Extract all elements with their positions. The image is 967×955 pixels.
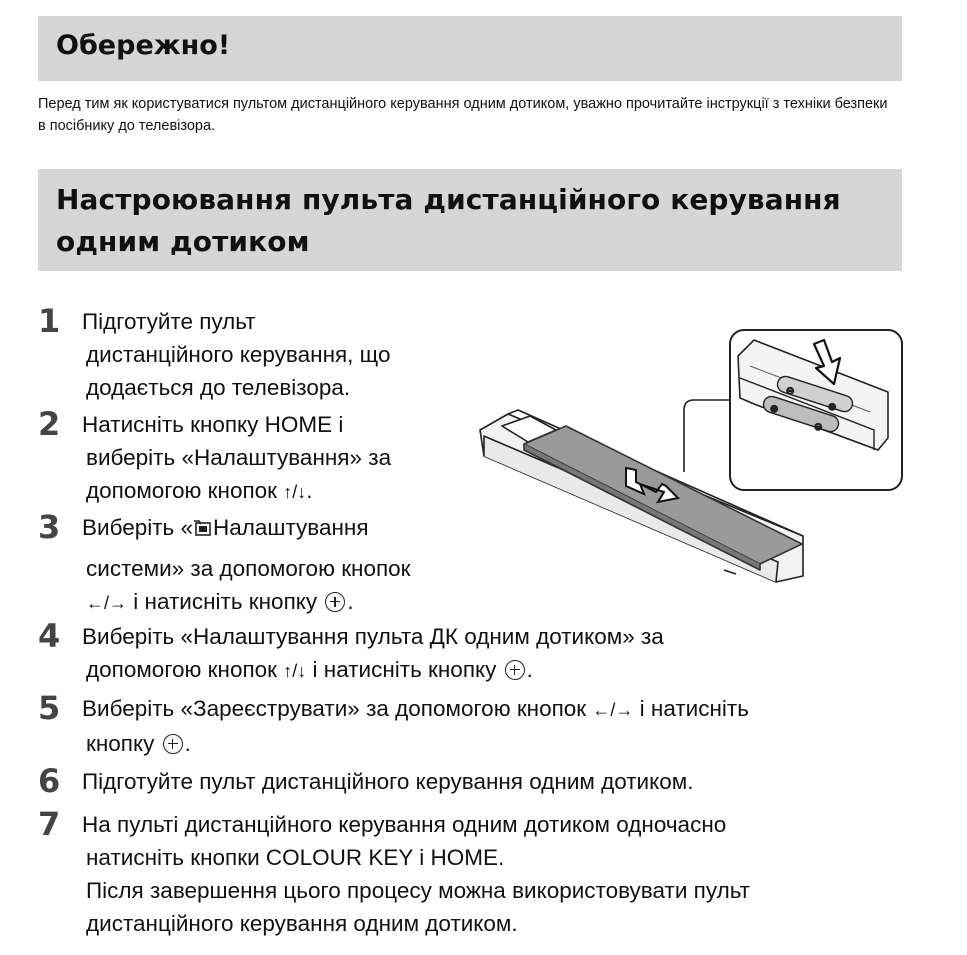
step-5 bbox=[38, 689, 749, 760]
svg-text:⊕: ⊕ bbox=[828, 402, 837, 413]
left-right-arrows-icon: ←/→ bbox=[592, 700, 634, 720]
battery-detail-box bbox=[730, 330, 902, 490]
step-text-part: допомогою кнопок bbox=[86, 478, 284, 503]
setup-banner bbox=[38, 169, 902, 271]
enter-button-icon bbox=[325, 592, 345, 612]
step-number: 3 bbox=[38, 508, 61, 546]
setup-title-line1: Настроювання пульта дистанційного керування bbox=[56, 183, 841, 216]
step-text-part: допомогою кнопок bbox=[86, 657, 284, 682]
step-3 bbox=[38, 508, 411, 620]
step-text: додається до телевізора. bbox=[86, 375, 351, 400]
svg-text:⊖: ⊖ bbox=[814, 422, 823, 433]
step-text-part: Виберіть «Зареєструвати» за допомогою кнопок bbox=[82, 696, 593, 721]
step-number: 5 bbox=[38, 689, 61, 727]
step-text-part: Налаштування bbox=[213, 515, 369, 540]
up-down-arrows-icon: ↑/↓ bbox=[283, 661, 307, 681]
remote-battery-illustration bbox=[478, 326, 906, 584]
warning-text: Перед тим як користуватися пультом дистанційного керування одним дотиком, уважно прочитайте інструкції з техніки безпеки в посібнику до телевізора. bbox=[38, 96, 888, 134]
step-number: 1 bbox=[38, 302, 61, 340]
step-text: дистанційного керування, що bbox=[86, 342, 391, 367]
step-text-part: . bbox=[306, 478, 313, 503]
step-text-part: . bbox=[347, 589, 354, 614]
step-1 bbox=[38, 302, 391, 404]
step-text: натисніть кнопки COLOUR KEY і HOME. bbox=[86, 845, 505, 870]
step-text bbox=[82, 727, 749, 760]
step-text: Підготуйте пульт дистанційного керування одним дотиком. bbox=[82, 769, 694, 794]
step-text bbox=[82, 692, 749, 727]
step-text: дистанційного керування одним дотиком. bbox=[86, 911, 518, 936]
enter-button-icon bbox=[163, 734, 183, 754]
setup-title bbox=[56, 179, 902, 263]
left-right-arrows-icon: ←/→ bbox=[86, 593, 128, 613]
step-7 bbox=[38, 805, 750, 940]
callout-bracket bbox=[684, 400, 730, 472]
step-text-part: і натисніть bbox=[633, 696, 749, 721]
step-number: 6 bbox=[38, 762, 61, 800]
step-text-part: і натисніть кнопку bbox=[127, 589, 324, 614]
step-text: Після завершення цього процесу можна використовувати пульт bbox=[86, 878, 750, 903]
step-text: Підготуйте пульт bbox=[82, 309, 256, 334]
svg-text:⊖: ⊖ bbox=[786, 386, 795, 397]
step-number: 7 bbox=[38, 805, 61, 843]
step-text-part: . bbox=[526, 657, 533, 682]
step-6 bbox=[38, 762, 694, 800]
step-text-part: і натисніть кнопку bbox=[306, 657, 503, 682]
step-text: Виберіть «Налаштування пульта ДК одним дотиком» за bbox=[82, 624, 664, 649]
step-text: На пульті дистанційного керування одним дотиком одночасно bbox=[82, 812, 727, 837]
setup-title-line2: одним дотиком bbox=[56, 225, 310, 258]
step-text: системи» за допомогою кнопок bbox=[86, 556, 411, 581]
step-number: 2 bbox=[38, 405, 61, 443]
step-text bbox=[82, 653, 664, 688]
enter-button-icon bbox=[505, 660, 525, 680]
step-text: Натисніть кнопку HOME і bbox=[82, 412, 344, 437]
warning-banner bbox=[38, 16, 902, 81]
svg-text:⊕: ⊕ bbox=[770, 404, 779, 415]
step-2 bbox=[38, 405, 392, 509]
step-text: виберіть «Налаштування» за bbox=[86, 445, 392, 470]
step-text-part: кнопку bbox=[86, 731, 161, 756]
step-text-part: . bbox=[184, 731, 191, 756]
up-down-arrows-icon: ↑/↓ bbox=[283, 482, 307, 502]
step-text bbox=[82, 474, 391, 509]
system-settings-icon bbox=[193, 519, 213, 537]
step-text bbox=[82, 585, 411, 620]
step-4 bbox=[38, 617, 664, 688]
step-text: Виберіть « Налаштування bbox=[82, 515, 369, 540]
warning-title: Обережно! bbox=[56, 30, 231, 61]
step-number: 4 bbox=[38, 617, 61, 655]
